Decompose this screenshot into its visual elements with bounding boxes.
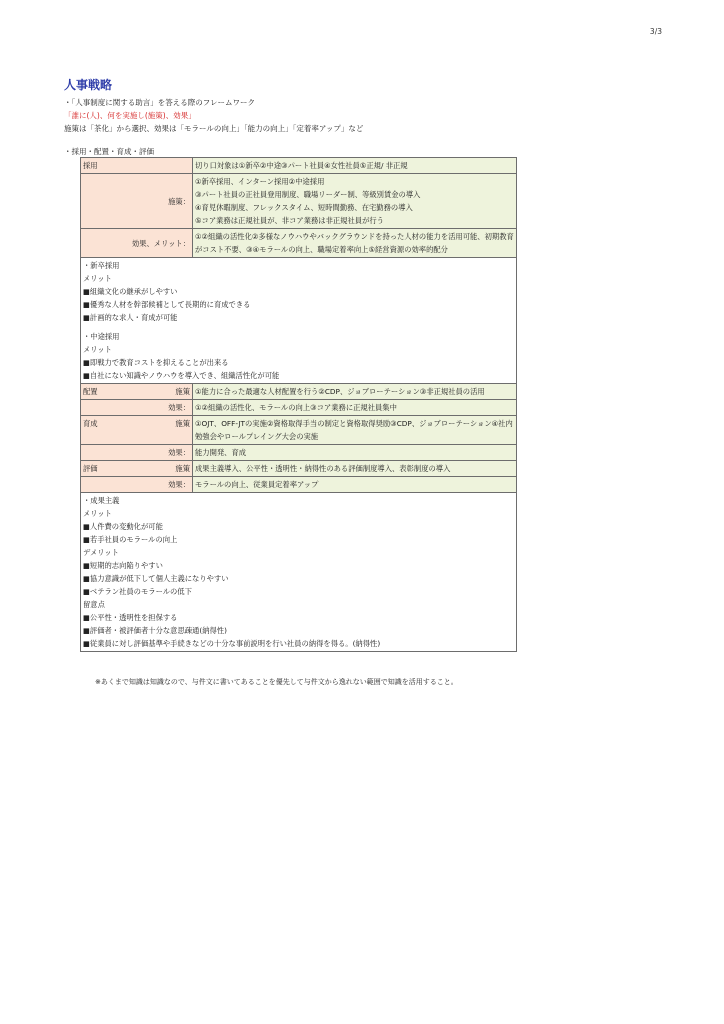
hyouka-cell [81,461,193,477]
saiyo-target: 切り口対象は①新卒②中途③パート社員④女性社員⑤正規/ 非正規 [193,158,517,174]
table-row [81,174,517,229]
haichi-shisaku: ①能力に合った最適な人材配置を行う②CDP、ジョブローテーション③非正規社員の活用 [193,384,517,400]
saiyo-shisaku-label: 施策： [81,174,193,229]
hyouka-shisaku-label: 施策 [175,464,190,473]
note-line: ■人件費の変動化が可能 [83,522,163,531]
page-number: 3/3 [649,27,662,36]
intro-line-3: 施策は「茶化」から選択、効果は「モラールの向上」「能力の向上」「定着率アップ」など [64,124,364,133]
note-line: 留意点 [83,600,105,609]
list-item: ①新卒採用、インターン採用②中途採用 [195,177,325,186]
note-line: ■評価者・被評価者十分な意思疎通(納得性) [83,626,227,635]
page-title: 人事戦略 [64,78,113,92]
saiyo-shisaku [193,174,517,229]
list-item: ③パート社員の正社員登用制度、職場リーダー制、等級別賃金の導入 [195,190,421,199]
table-row [81,400,517,416]
hyouka-kouka-label: 効果： [81,477,193,493]
table-row [81,493,517,652]
table-row [81,416,517,445]
note-line: デメリット [83,548,119,557]
table-row [81,158,517,174]
haichi-label: 配置 [83,387,98,396]
note-line: ■協力意識が低下して個人主義になりやすい [83,574,229,583]
note-line: ■公平性・透明性を担保する [83,613,178,622]
note-line: ■計画的な求人・育成が可能 [83,313,178,322]
haichi-kouka-label: 効果： [81,400,193,416]
note-line: メリット [83,345,112,354]
note-line: メリット [83,509,112,518]
hyouka-label: 評価 [83,464,98,473]
haichi-shisaku-label: 施策 [175,387,190,396]
saiyo-notes [81,258,517,384]
table-row [81,384,517,400]
saiyo-kouka-label: 効果、メリット： [81,229,193,258]
section-heading: ・採用・配置・育成・評価 [64,147,154,156]
haichi-kouka: ①②組織の活性化、モラールの向上③コア業務に正規社員集中 [193,400,517,416]
note-line: ■従業員に対し評価基準や手続きなどの十分な事前説明を行い社員の納得を得る。(納得性) [83,639,381,648]
note-line: ■優秀な人材を幹部候補として長期的に育成できる [83,300,251,309]
ikusei-kouka: 能力開発、育成 [193,445,517,461]
ikusei-label: 育成 [83,419,98,428]
table-row [81,258,517,384]
hyouka-notes [81,493,517,652]
ikusei-cell [81,416,193,445]
table-row [81,477,517,493]
intro-line-1: ・「人事制度に関する助言」を答える際のフレームワーク [64,98,255,107]
note-line: ■短期的志向陥りやすい [83,561,163,570]
table-row [81,461,517,477]
table-row [81,229,517,258]
note-line: ■即戦力で教育コストを抑えることが出来る [83,358,229,367]
note-line: ■組織文化の継承がしやすい [83,287,178,296]
note-line: ・中途採用 [83,332,120,341]
saiyo-label: 採用 [81,158,193,174]
intro-line-2: 「誰に(人)、何を実施し(施策)、効果」 [64,111,196,120]
note-line: ■自社にない知識やノウハウを導入でき、組織活性化が可能 [83,371,280,380]
table-row [81,445,517,461]
hyouka-kouka: モラールの向上、従業員定着率アップ [193,477,517,493]
saiyo-kouka: ①②組織の活性化②多様なノウハウやバックグラウンドを持った人材の能力を活用可能、初期教育がコスト不要、③④モラールの向上、職場定着率向上⑤経営資源の効率的配分 [193,229,517,258]
ikusei-shisaku-label: 施策 [175,419,190,428]
footnote: ※あくまで知識は知識なので、与件文に書いてあることを優先して与件文から逸れない範囲で知識を活用すること。 [95,678,458,686]
note-line: ■若手社員のモラールの向上 [83,535,178,544]
haichi-cell [81,384,193,400]
list-item: ④育児休暇制度、フレックスタイム、短時間勤務、在宅勤務の導入 [195,203,413,212]
hyouka-shisaku: 成果主義導入、公平性・透明性・納得性のある評価制度導入、表彰制度の導入 [193,461,517,477]
note-line: ■ベテラン社員のモラールの低下 [83,587,192,596]
hr-framework-table [80,157,517,652]
note-line: メリット [83,274,112,283]
note-line: ・成果主義 [83,496,120,505]
ikusei-shisaku: ①OJT、OFF-JTの実施②資格取得手当の制定と資格取得奨励③CDP、ジョブローテーション④社内勉強会やロールプレイング大会の実施 [193,416,517,445]
list-item: ⑤コア業務は正規社員が、非コア業務は非正規社員が行う [195,216,384,225]
note-line: ・新卒採用 [83,261,120,270]
ikusei-kouka-label: 効果： [81,445,193,461]
